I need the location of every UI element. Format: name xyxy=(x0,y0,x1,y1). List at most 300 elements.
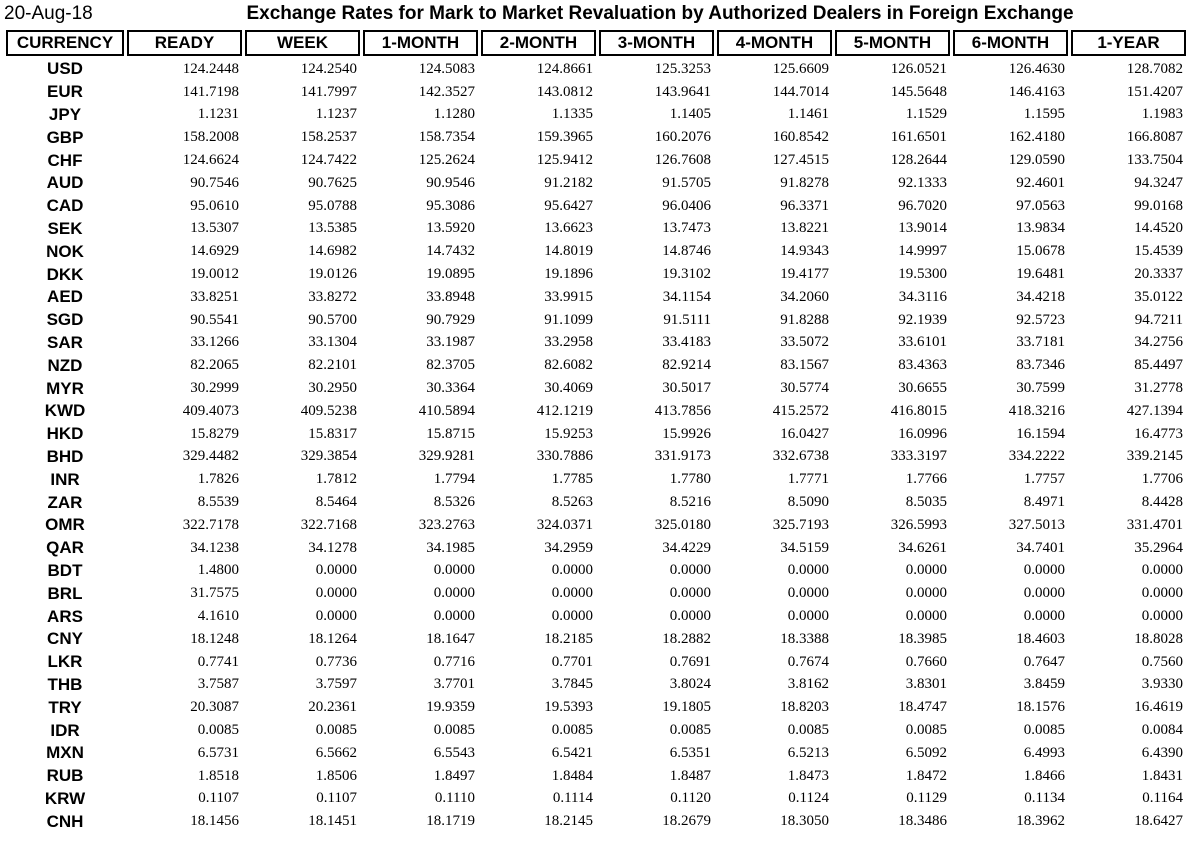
rate-1-year: 3.9330 xyxy=(1141,676,1183,693)
column-header-currency: CURRENCY xyxy=(6,30,124,56)
currency-code: BHD xyxy=(46,446,84,466)
currency-code: RUB xyxy=(46,766,84,786)
rate-ready: 141.7198 xyxy=(182,83,239,100)
rate-1-year: 18.8028 xyxy=(1134,630,1183,647)
column-header-week: WEEK xyxy=(245,30,360,56)
rate-6-month: 8.4971 xyxy=(1023,494,1065,511)
rate-5-month: 34.6261 xyxy=(898,539,947,556)
rate-4-month: 14.9343 xyxy=(780,243,829,260)
rate-1-month: 33.8948 xyxy=(426,288,475,305)
rate-1-month: 1.7794 xyxy=(433,471,475,488)
currency-code: AUD xyxy=(46,173,84,193)
column-header-1-month: 1-MONTH xyxy=(363,30,478,56)
rate-1-month: 0.0085 xyxy=(433,722,475,738)
rate-5-month: 33.6101 xyxy=(898,334,947,351)
rate-3-month: 33.4183 xyxy=(662,334,711,351)
rate-6-month: 126.4630 xyxy=(1008,60,1065,77)
table-row xyxy=(6,423,1186,446)
rate-5-month: 34.3116 xyxy=(898,288,947,305)
table-row xyxy=(6,605,1186,628)
rate-4-month: 6.5213 xyxy=(787,744,829,761)
rate-5-month: 13.9014 xyxy=(898,220,947,237)
column-header-5-month: 5-MONTH xyxy=(835,30,950,56)
rate-1-month: 6.5543 xyxy=(433,744,475,761)
table-row xyxy=(6,491,1186,514)
table-header xyxy=(6,30,1186,56)
rate-ready: 329.4482 xyxy=(182,448,239,465)
rate-week: 409.5238 xyxy=(300,402,357,419)
rate-5-month: 0.0000 xyxy=(905,608,947,625)
rate-5-month: 326.5993 xyxy=(890,516,947,533)
rate-week: 1.1237 xyxy=(315,106,357,123)
table-row xyxy=(6,81,1186,104)
rate-1-year: 427.1394 xyxy=(1126,402,1183,419)
rate-6-month: 18.3962 xyxy=(1016,813,1065,830)
rate-week: 0.0000 xyxy=(315,585,357,602)
rate-4-month: 18.8203 xyxy=(780,699,829,716)
rate-5-month: 8.5035 xyxy=(905,494,947,511)
column-header-4-month: 4-MONTH xyxy=(717,30,832,56)
rate-ready: 90.7546 xyxy=(190,174,239,191)
currency-code: DKK xyxy=(46,264,84,284)
currency-code: ARS xyxy=(47,606,83,626)
rate-1-month: 19.0895 xyxy=(426,266,475,283)
rate-5-month: 16.0996 xyxy=(898,425,947,442)
rate-1-month: 15.8715 xyxy=(426,425,475,442)
rate-4-month: 144.7014 xyxy=(772,83,829,100)
rate-1-year: 0.0084 xyxy=(1141,722,1183,738)
currency-code: NOK xyxy=(46,241,84,261)
currency-code: AED xyxy=(47,287,83,307)
rate-1-month: 142.3527 xyxy=(418,83,475,100)
rate-ready: 1.1231 xyxy=(197,106,239,123)
rate-6-month: 0.0000 xyxy=(1023,562,1065,579)
table-row xyxy=(6,104,1186,127)
rate-2-month: 1.8484 xyxy=(551,767,593,784)
rate-2-month: 3.7845 xyxy=(551,676,593,693)
table-row xyxy=(6,468,1186,491)
rate-4-month: 16.0427 xyxy=(780,425,829,442)
rate-3-month: 3.8024 xyxy=(669,676,711,693)
rate-6-month: 34.4218 xyxy=(1016,288,1065,305)
table-row xyxy=(6,674,1186,697)
rate-5-month: 0.7660 xyxy=(905,653,947,670)
rate-2-month: 82.6082 xyxy=(544,357,593,374)
rate-3-month: 96.0406 xyxy=(662,197,711,214)
rate-3-month: 82.9214 xyxy=(662,357,711,374)
rate-ready: 322.7178 xyxy=(182,516,239,533)
rate-ready: 124.6624 xyxy=(182,152,239,169)
rate-5-month: 416.8015 xyxy=(890,402,947,419)
rate-1-year: 99.0168 xyxy=(1134,197,1183,214)
rate-3-month: 34.1154 xyxy=(662,288,711,305)
table-row xyxy=(6,514,1186,537)
rate-2-month: 91.2182 xyxy=(544,174,593,191)
header-row xyxy=(6,30,1186,56)
table-row xyxy=(6,788,1186,811)
rate-ready: 4.1610 xyxy=(197,608,239,625)
rate-4-month: 0.7674 xyxy=(787,653,829,670)
rate-6-month: 0.0000 xyxy=(1023,608,1065,625)
rate-1-year: 0.0000 xyxy=(1141,585,1183,602)
rate-ready: 1.7826 xyxy=(197,471,239,488)
rate-3-month: 125.3253 xyxy=(654,60,711,77)
table-row xyxy=(6,354,1186,377)
currency-code: KWD xyxy=(44,401,86,421)
rate-3-month: 0.0000 xyxy=(669,562,711,579)
rate-ready: 18.1248 xyxy=(190,630,239,647)
rate-week: 329.3854 xyxy=(300,448,357,465)
rate-ready: 33.8251 xyxy=(190,288,239,305)
rate-2-month: 14.8019 xyxy=(544,243,593,260)
currency-code: MXN xyxy=(46,743,84,763)
rate-4-month: 325.7193 xyxy=(772,516,829,533)
rate-6-month: 18.4603 xyxy=(1016,630,1065,647)
currency-code: OMR xyxy=(45,515,85,535)
rate-ready: 3.7587 xyxy=(197,676,239,693)
rate-1-year: 1.7706 xyxy=(1141,471,1183,488)
rate-6-month: 3.8459 xyxy=(1023,676,1065,693)
table-row xyxy=(6,240,1186,263)
rate-ready: 14.6929 xyxy=(190,243,239,260)
rate-week: 90.7625 xyxy=(308,174,357,191)
rate-4-month: 91.8288 xyxy=(780,311,829,328)
rate-2-month: 91.1099 xyxy=(544,311,593,328)
rate-5-month: 145.5648 xyxy=(890,83,947,100)
rate-6-month: 0.1134 xyxy=(1024,790,1065,807)
rate-5-month: 18.4747 xyxy=(898,699,947,716)
table-row xyxy=(6,446,1186,469)
table-row xyxy=(6,309,1186,332)
rate-3-month: 325.0180 xyxy=(654,516,711,533)
rate-3-month: 6.5351 xyxy=(669,744,711,761)
rate-6-month: 162.4180 xyxy=(1008,129,1065,146)
rate-5-month: 1.1529 xyxy=(905,106,947,123)
rate-ready: 0.0085 xyxy=(197,722,239,738)
rate-4-month: 0.0000 xyxy=(787,562,829,579)
rate-2-month: 13.6623 xyxy=(544,220,593,237)
rate-6-month: 15.0678 xyxy=(1016,243,1065,260)
rate-5-month: 3.8301 xyxy=(905,676,947,693)
table-row xyxy=(6,286,1186,309)
table-row xyxy=(6,628,1186,651)
table-row xyxy=(6,560,1186,583)
rate-1-year: 6.4390 xyxy=(1141,744,1183,761)
rate-week: 0.0000 xyxy=(315,608,357,625)
rate-5-month: 0.0085 xyxy=(905,722,947,738)
rate-3-month: 0.0000 xyxy=(669,608,711,625)
rate-1-year: 0.0000 xyxy=(1141,562,1183,579)
table-row xyxy=(6,377,1186,400)
currency-code: MYR xyxy=(46,378,84,398)
rate-4-month: 0.0000 xyxy=(787,608,829,625)
rate-1-month: 18.1647 xyxy=(426,630,475,647)
rate-1-month: 90.7929 xyxy=(426,311,475,328)
rate-6-month: 1.7757 xyxy=(1023,471,1065,488)
rate-1-year: 85.4497 xyxy=(1134,357,1183,374)
rate-3-month: 0.0085 xyxy=(669,722,711,738)
rate-6-month: 1.8466 xyxy=(1023,767,1065,784)
rate-1-month: 3.7701 xyxy=(433,676,475,693)
rate-week: 0.0085 xyxy=(315,722,357,738)
rate-2-month: 1.1335 xyxy=(551,106,593,123)
rate-4-month: 33.5072 xyxy=(780,334,829,351)
rate-1-year: 151.4207 xyxy=(1126,83,1183,100)
rate-week: 158.2537 xyxy=(300,129,357,146)
rate-ready: 34.1238 xyxy=(190,539,239,556)
rate-3-month: 14.8746 xyxy=(662,243,711,260)
rate-1-month: 323.2763 xyxy=(418,516,475,533)
rate-1-year: 15.4539 xyxy=(1134,243,1183,260)
currency-code: SGD xyxy=(46,310,84,330)
currency-code: SEK xyxy=(47,218,83,238)
currency-code: LKR xyxy=(47,652,83,672)
rate-4-month: 19.4177 xyxy=(780,266,829,283)
table-row xyxy=(6,582,1186,605)
rate-1-year: 16.4619 xyxy=(1134,699,1183,716)
table-row xyxy=(6,172,1186,195)
currency-code: IDR xyxy=(50,720,80,740)
rate-5-month: 30.6655 xyxy=(898,380,947,397)
currency-code: INR xyxy=(50,469,80,489)
rate-4-month: 332.6738 xyxy=(772,448,829,465)
rate-1-year: 0.7560 xyxy=(1141,653,1183,670)
table-row xyxy=(6,195,1186,218)
rate-1-month: 158.7354 xyxy=(418,129,475,146)
rate-1-year: 128.7082 xyxy=(1126,60,1183,77)
column-header-2-month: 2-MONTH xyxy=(481,30,596,56)
table-body xyxy=(6,56,1186,833)
rate-4-month: 415.2572 xyxy=(772,402,829,419)
rate-1-month: 13.5920 xyxy=(426,220,475,237)
rate-ready: 31.7575 xyxy=(190,585,239,602)
rate-week: 0.0000 xyxy=(315,562,357,579)
rate-5-month: 161.6501 xyxy=(890,129,947,146)
rate-week: 33.1304 xyxy=(308,334,357,351)
report-date: 20-Aug-18 xyxy=(4,3,93,24)
rate-week: 141.7997 xyxy=(300,83,357,100)
rate-6-month: 0.0085 xyxy=(1023,722,1065,738)
rate-1-month: 1.1280 xyxy=(433,106,475,123)
rate-3-month: 18.2679 xyxy=(662,813,711,830)
currency-code: SAR xyxy=(47,332,83,352)
rate-1-year: 14.4520 xyxy=(1134,220,1183,237)
rate-week: 13.5385 xyxy=(308,220,357,237)
report-title: Exchange Rates for Mark to Market Revaluation by Authorized Dealers in Foreign Exchange xyxy=(246,3,1074,24)
rate-1-month: 125.2624 xyxy=(418,152,475,169)
rate-ready: 158.2008 xyxy=(182,129,239,146)
rate-ready: 1.4800 xyxy=(197,562,239,579)
rate-4-month: 3.8162 xyxy=(787,676,829,693)
rate-3-month: 8.5216 xyxy=(669,494,711,511)
rate-6-month: 30.7599 xyxy=(1016,380,1065,397)
rate-week: 20.2361 xyxy=(308,699,357,716)
rate-1-month: 34.1985 xyxy=(426,539,475,556)
currency-code: BDT xyxy=(47,560,83,580)
rate-3-month: 331.9173 xyxy=(654,448,711,465)
rate-2-month: 19.1896 xyxy=(544,266,593,283)
rate-week: 14.6982 xyxy=(308,243,357,260)
rate-ready: 18.1456 xyxy=(190,813,239,830)
rate-5-month: 1.8472 xyxy=(905,767,947,784)
rate-3-month: 143.9641 xyxy=(654,83,711,100)
rate-3-month: 91.5111 xyxy=(663,311,711,328)
rate-5-month: 96.7020 xyxy=(898,197,947,214)
rate-week: 19.0126 xyxy=(308,266,357,283)
table-row xyxy=(6,696,1186,719)
rate-ready: 0.7741 xyxy=(197,653,239,670)
table-row xyxy=(6,742,1186,765)
rate-2-month: 0.0085 xyxy=(551,722,593,738)
rate-2-month: 6.5421 xyxy=(551,744,593,761)
rate-6-month: 6.4993 xyxy=(1023,744,1065,761)
rate-6-month: 0.0000 xyxy=(1023,585,1065,602)
rate-1-month: 18.1719 xyxy=(426,813,475,830)
rate-1-year: 94.7211 xyxy=(1134,311,1183,328)
rate-3-month: 0.1120 xyxy=(670,790,711,807)
rate-5-month: 0.0000 xyxy=(905,585,947,602)
rate-3-month: 13.7473 xyxy=(662,220,711,237)
table-row xyxy=(6,332,1186,355)
rate-ready: 124.2448 xyxy=(182,60,239,77)
rate-1-month: 410.5894 xyxy=(418,402,475,419)
table-row xyxy=(6,719,1186,742)
currency-code: CNH xyxy=(46,811,84,831)
rate-5-month: 18.3985 xyxy=(898,630,947,647)
rate-week: 90.5700 xyxy=(308,311,357,328)
rate-4-month: 34.5159 xyxy=(780,539,829,556)
table-row xyxy=(6,400,1186,423)
rate-1-month: 0.0000 xyxy=(433,562,475,579)
rate-6-month: 13.9834 xyxy=(1016,220,1065,237)
rate-6-month: 146.4163 xyxy=(1008,83,1065,100)
rate-week: 15.8317 xyxy=(308,425,357,442)
rate-6-month: 18.1576 xyxy=(1016,699,1065,716)
rate-3-month: 413.7856 xyxy=(654,402,711,419)
rate-6-month: 334.2222 xyxy=(1008,448,1065,465)
rate-3-month: 0.7691 xyxy=(669,653,711,670)
rate-week: 0.1107 xyxy=(316,790,357,807)
rate-week: 1.7812 xyxy=(315,471,357,488)
rate-1-month: 30.3364 xyxy=(426,380,475,397)
rate-5-month: 14.9997 xyxy=(898,243,947,260)
currency-code: GBP xyxy=(46,127,84,147)
rate-6-month: 92.5723 xyxy=(1016,311,1065,328)
currency-code: KRW xyxy=(44,788,86,808)
rate-4-month: 91.8278 xyxy=(780,174,829,191)
rate-3-month: 30.5017 xyxy=(662,380,711,397)
rate-6-month: 97.0563 xyxy=(1016,197,1065,214)
rate-2-month: 412.1219 xyxy=(536,402,593,419)
rate-week: 18.1451 xyxy=(308,813,357,830)
rate-ready: 409.4073 xyxy=(182,402,239,419)
rate-ready: 0.1107 xyxy=(198,790,239,807)
rate-1-year: 94.3247 xyxy=(1134,174,1183,191)
rate-4-month: 18.3388 xyxy=(780,630,829,647)
rate-1-year: 18.6427 xyxy=(1134,813,1183,830)
rate-2-month: 0.0000 xyxy=(551,562,593,579)
rate-2-month: 34.2959 xyxy=(544,539,593,556)
rate-5-month: 83.4363 xyxy=(898,357,947,374)
column-header-ready: READY xyxy=(127,30,242,56)
rate-2-month: 0.0000 xyxy=(551,608,593,625)
rate-6-month: 92.4601 xyxy=(1016,174,1065,191)
table-row xyxy=(6,810,1186,833)
rate-6-month: 0.7647 xyxy=(1023,653,1065,670)
rate-ready: 20.3087 xyxy=(190,699,239,716)
rate-week: 82.2101 xyxy=(308,357,357,374)
rate-2-month: 33.9915 xyxy=(544,288,593,305)
currency-code: CHF xyxy=(47,150,83,170)
rate-ready: 6.5731 xyxy=(197,744,239,761)
rate-2-month: 124.8661 xyxy=(536,60,593,77)
rate-5-month: 0.1129 xyxy=(906,790,947,807)
rate-2-month: 0.0000 xyxy=(551,585,593,602)
table-row xyxy=(6,126,1186,149)
currency-code: TRY xyxy=(48,697,82,717)
rate-ready: 90.5541 xyxy=(190,311,239,328)
rate-6-month: 34.7401 xyxy=(1016,539,1065,556)
rate-5-month: 0.0000 xyxy=(905,562,947,579)
currency-code: EUR xyxy=(47,82,83,102)
rate-1-month: 329.9281 xyxy=(418,448,475,465)
rate-2-month: 19.5393 xyxy=(544,699,593,716)
rate-1-year: 0.0000 xyxy=(1141,608,1183,625)
rate-2-month: 95.6427 xyxy=(544,197,593,214)
table-row xyxy=(6,651,1186,674)
rate-6-month: 1.1595 xyxy=(1023,106,1065,123)
rate-5-month: 126.0521 xyxy=(890,60,947,77)
rate-3-month: 1.1405 xyxy=(669,106,711,123)
rate-ready: 30.2999 xyxy=(190,380,239,397)
rate-6-month: 16.1594 xyxy=(1016,425,1065,442)
rate-3-month: 1.7780 xyxy=(669,471,711,488)
currency-code: JPY xyxy=(48,104,82,124)
rate-1-year: 31.2778 xyxy=(1134,380,1183,397)
column-header-6-month: 6-MONTH xyxy=(953,30,1068,56)
rate-5-month: 1.7766 xyxy=(905,471,947,488)
rate-1-month: 33.1987 xyxy=(426,334,475,351)
rate-2-month: 143.0812 xyxy=(536,83,593,100)
rate-1-year: 35.2964 xyxy=(1134,539,1183,556)
rate-1-month: 95.3086 xyxy=(426,197,475,214)
rate-2-month: 125.9412 xyxy=(536,152,593,169)
rate-1-year: 8.4428 xyxy=(1141,494,1183,511)
table-row xyxy=(6,149,1186,172)
currency-code: BRL xyxy=(47,583,83,603)
rate-6-month: 83.7346 xyxy=(1016,357,1065,374)
rate-4-month: 83.1567 xyxy=(780,357,829,374)
table-row xyxy=(6,58,1186,81)
rate-week: 6.5662 xyxy=(315,744,357,761)
currency-code: NZD xyxy=(47,355,83,375)
rate-1-year: 1.1983 xyxy=(1141,106,1183,123)
rate-3-month: 0.0000 xyxy=(669,585,711,602)
table-row xyxy=(6,765,1186,788)
rate-5-month: 6.5092 xyxy=(905,744,947,761)
rate-week: 8.5464 xyxy=(315,494,357,511)
currency-code: CAD xyxy=(46,196,84,216)
rate-2-month: 0.1114 xyxy=(552,790,593,807)
rate-4-month: 96.3371 xyxy=(780,197,829,214)
rate-4-month: 34.2060 xyxy=(780,288,829,305)
currency-code: THB xyxy=(47,674,83,694)
rate-week: 124.2540 xyxy=(300,60,357,77)
rate-1-month: 0.7716 xyxy=(433,653,475,670)
rate-3-month: 19.1805 xyxy=(662,699,711,716)
currency-code: USD xyxy=(47,59,83,79)
rate-2-month: 324.0371 xyxy=(536,516,593,533)
